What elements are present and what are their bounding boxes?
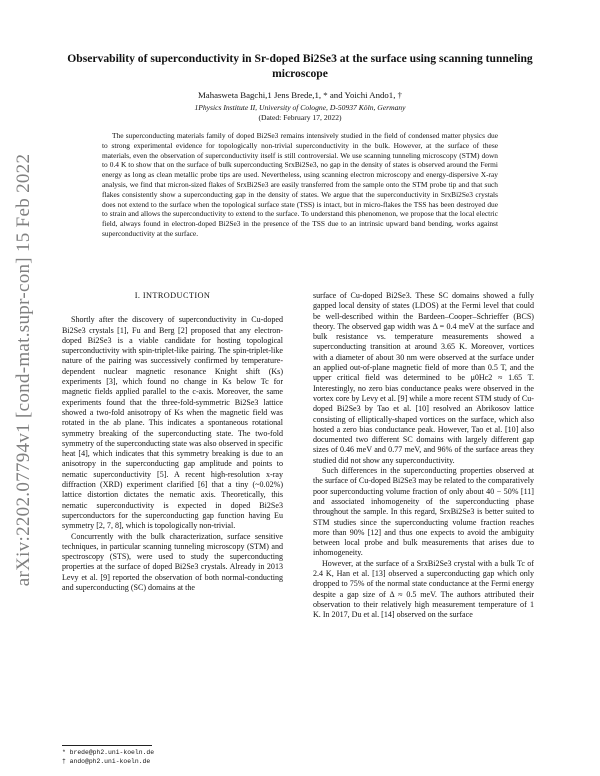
footnotes [62,745,283,766]
arxiv-identifier: arXiv:2202.07794v1 [cond-mat.supr-con] 15 Feb 2022 [13,153,34,587]
abstract: The superconducting materials family of doped Bi2Se3 remains intensively studied in the field of condensed matter physics due to strong experimental evidence for topologically non-trivial superconductivity in the bulk. However, at the surface of these materials, even the observation of superconductivity itself is still controversial. We use scanning tunneling microscopy (STM) down to 0.4 K to show that on the surface of bulk superconducting SrxBi2Se3, no gap in the density of states is observed around the Fermi energy as long as clean metallic probe tips are used. Nevertheless, using scanning electron microscopy and energy-dispersive X-ray analysis, we find that micron-sized flakes of SrxBi2Se3 are easily transferred from the sample onto the STM probe tip and that such flakes consistently show a superconducting gap in the density of states. We argue that the superconductivity in SrxBi2Se3 crystals does not extend to the surface when the topological surface state (TSS) is intact, but in micro-flakes the TSS has been destroyed due to strain and allows the superconductivity to extend to the surface. To understand this phenomenon, we propose that the local electric field, always found in electron-doped Bi2Se3 in the presence of the TSS due to an intrinsic upward band bending, works against superconductivity at the surface. [102,131,498,238]
footnote-rule [62,745,152,746]
arxiv-sidebar [4,140,44,600]
paragraph: Such differences in the superconducting properties observed at the surface of Cu-doped Bi2Se3 may be related to the comparatively poor superconducting volume fraction of only about 40 − 50% [11] and associated inhomogeneity of the superconducting phase throughout the sample. In this regard, SrxBi2Se3 is better suited to STM studies since the superconducting volume fraction reaches more than 90% [12] and thus one expects to avoid the ambiguity between local probe and bulk measurements that arises due to inhomogeneity. [313,466,534,558]
affiliation: 1Physics Institute II, University of Cologne, D-50937 Köln, Germany [194,103,406,112]
date-line: (Dated: February 17, 2022) [258,113,342,122]
paragraph: However, at the surface of a SrxBi2Se3 crystal with a bulk Tc of 2.4 K, Han et al. [13] observed a superconducting gap which only dropped to 75% of the normal state conductance at the Fermi energy despite a gap size of Δ ≈ 0.5 meV. The authors attributed their observation to their relatively high measurement temperature of 1 K. In 2017, Du et al. [14] observed on the surface [313,558,534,620]
section-heading: I. INTRODUCTION [134,291,211,300]
right-column [313,291,534,621]
footnote-email[interactable]: * brede@ph2.uni-koeln.de [62,749,155,756]
footnote-email[interactable]: † ando@ph2.uni-koeln.de [62,757,151,765]
paper-title: Observability of superconductivity in Sr-doped Bi2Se3 at the surface using scanning tunneling microscope [67,52,533,80]
left-column [62,291,283,593]
author-list: Mahasweta Bagchi,1 Jens Brede,1, * and Yoichi Ando1, † [197,90,402,100]
paragraph: Shortly after the discovery of superconductivity in Cu-doped Bi2Se3 crystals [1], Fu and Berg [2] proposed that any electron-doped Bi2Se3 is a viable candidate for hosting topological superconductivity with spin-triplet-like pairing. The spin-triplet-like nature of the pairing was successively confirmed by temperature-dependent nuclear magnetic resonance Knight shift (Ks) experiments [3], which found no change in Ks below Tc for magnetic fields applied parallel to the c-axis. Moreover, the same experiments found that the three-fold-symmetric Bi2Se3 lattice showed a two-fold anisotropy of Ks when the magnetic field was rotated in the ab plane. This indicates a spontaneous rotational symmetry breaking of the superconducting state. The two-fold symmetry of the superconducting state was also observed in specific heat [4], which indicates that this symmetry breaking is due to an anisotropy in the superconducting gap amplitude and points to nematic superconductivity [5]. A recent high-resolution x-ray diffraction (XRD) experiment clarified [6] that a tiny (~0.02%) lattice distortion dictates the nematic axis. Theoretically, this nematic superconductivity is expected in doped Bi2Se3 superconductors for the superconducting gap function having Eu symmetry [2, 7, 8], which is topologically non-trivial. [62,315,283,531]
paragraph: surface of Cu-doped Bi2Se3. These SC domains showed a fully gapped local density of states (LDOS) at the Fermi level that could be well-described within the Bardeen–Cooper–Schrieffer (BCS) theory. The observed gap width was Δ = 0.4 meV at the surface and bulk resistance vs. temperature measurements showed a superconducting transition at around 3.65 K. Moreover, vortices with a diameter of about 30 nm were observed at the surface under an applied out-of-plane magnetic field of more than 0.5 T, and the upper critical field was determined to be μ0Hc2 ≈ 1.65 T. Interestingly, no zero bias conductance peaks were observed in the vortex core by Levy et al. [9] while a more recent STM study of Cu-doped Bi2Se3 by Tao et al. [10] resolved an Abrikosov lattice consisting of elliptically-shaped vortices on the surface, which also hosted a zero bias conductance peak. However, Tao et al. [10] also documented two different SC domains with largely different gap sizes of 0.46 meV and 0.77 meV, and 96% of the surface areas they studied did not show any superconductivity. [313,291,534,465]
paragraph: Concurrently with the bulk characterization, surface sensitive techniques, in particular scanning tunneling microscopy (STM) and spectroscopy (STS), were used to study the superconducting properties at the surface of doped Bi2Se3 crystals. Already in 2013 Levy et al. [9] reported the observation of both normal-conducting and superconducting (SC) domains at the [62,531,283,593]
